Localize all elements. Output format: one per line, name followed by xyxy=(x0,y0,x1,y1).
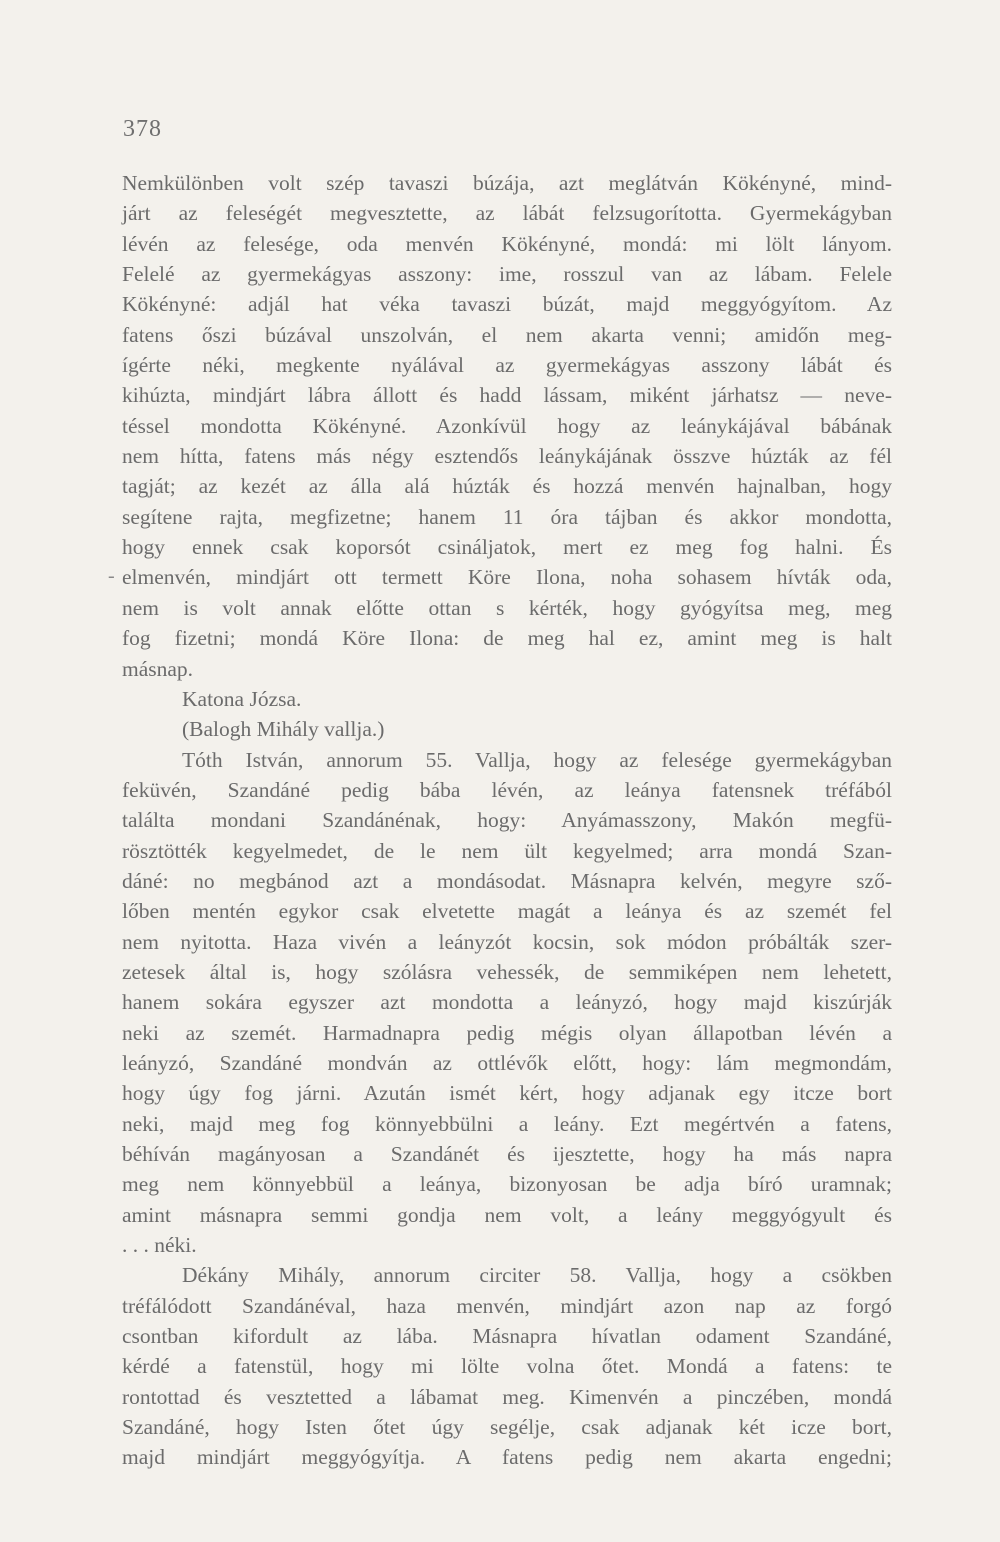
text-line: dáné: no megbánod azt a mondásodat. Másnapra kelvén, megyre sző- xyxy=(122,868,892,893)
text-line: téssel mondotta Kökényné. Azonkívül hogy az leánykájával bábának xyxy=(122,413,892,438)
text-line: ígérte néki, megkente nyálával az gyermekágyas asszony lábát és xyxy=(122,353,892,378)
text-line: másnap. xyxy=(122,656,194,681)
text-line: kérdé a fatenstül, hogy mi lölte volna őtet. Mondá a fatens: te xyxy=(122,1354,892,1379)
text-line: Dékány Mihály, annorum circiter 58. Vallja, hogy a csökben xyxy=(182,1263,892,1288)
text-line: nem hítta, fatens más négy esztendős leánykájának összve húzták az fél xyxy=(122,444,892,469)
text-line: neki az szemét. Harmadnapra pedig mégis olyan állapotban lévén a xyxy=(122,1020,892,1045)
text-line: segítene rajta, megfizetne; hanem 11 óra tájban és akkor mondotta, xyxy=(122,504,892,529)
text-line: fog fizetni; mondá Köre Ilona: de meg hal ez, amint meg is halt xyxy=(122,626,892,651)
text-line: neki, majd meg fog könnyebbülni a leány. Ezt megértvén a fatens, xyxy=(122,1111,892,1136)
text-line: béhíván magányosan a Szandánét és ijesztette, hogy ha más napra xyxy=(122,1142,892,1166)
page-number: 378 xyxy=(123,116,162,142)
text-line: majd mindjárt meggyógyítja. A fatens pedig nem akarta engedni; xyxy=(122,1445,892,1470)
text-line: (Balogh Mihály vallja.) xyxy=(182,717,385,742)
text-line: hogy ennek csak koporsót csináljatok, mert ez meg fog halni. És xyxy=(122,535,892,560)
text-line: Felelé az gyermekágyas asszony: ime, rosszul van az lábam. Felele xyxy=(122,262,892,287)
text-line: Nemkülönben volt szép tavaszi búzája, azt meglátván Kökényné, mind- xyxy=(122,171,892,195)
text-line: járt az feleségét megvesztette, az lábát felzsugorította. Gyermekágyban xyxy=(122,201,892,226)
text-line: meg nem könnyebbül a leánya, bizonyosan be adja bíró uramnak; xyxy=(122,1172,892,1197)
text-line: Tóth István, annorum 55. Vallja, hogy az felesége gyermekágyban xyxy=(182,747,892,772)
text-line: amint másnapra semmi gondja nem volt, a leány meggyógyult és xyxy=(122,1202,892,1227)
text-line: elmenvén, mindjárt ott termett Köre Ilona, noha sohasem hívták oda, xyxy=(122,565,892,590)
body-text xyxy=(122,168,892,1473)
text-line: Katona Józsa. xyxy=(182,686,302,711)
text-line: csontban kifordult az lába. Másnapra hívatlan odament Szandáné, xyxy=(122,1324,892,1349)
text-line: Kökényné: adjál hat véka tavaszi búzát, majd meggyógyítom. Az xyxy=(122,292,892,317)
text-line: találta mondani Szandánénak, hogy: Anyámasszony, Makón megfü- xyxy=(122,808,892,833)
text-line: hogy úgy fog járni. Azután ismét kért, hogy adjanak egy itcze bort xyxy=(122,1081,892,1106)
text-line: rontottad és vesztetted a lábamat meg. Kimenvén a pinczében, mondá xyxy=(122,1384,892,1409)
text-line: nem nyitotta. Haza vivén a leányzót kocsin, sok módon próbálták szer- xyxy=(122,929,892,954)
text-line: leányzó, Szandáné mondván az ottlévők előtt, hogy: lám megmondám, xyxy=(122,1050,892,1075)
text-line: zetesek által is, hogy szólásra vehessék, de semmiképen nem lehetett, xyxy=(122,959,892,984)
text-line: lévén az felesége, oda menvén Kökényné, mondá: mi lölt lányom. xyxy=(122,231,892,256)
text-line: feküvén, Szandáné pedig bába lévén, az leánya fatensnek tréfából xyxy=(122,777,892,802)
text-line: lőben mentén egykor csak elvetette magát a leánya és az szemét fel xyxy=(122,899,892,924)
text-line: kihúzta, mindjárt lábra állott és hadd lássam, miként járhatsz — neve- xyxy=(122,383,892,408)
text-line: tagját; az kezét az álla alá húzták és hozzá menvén hajnalban, hogy xyxy=(122,474,892,499)
text-line: tréfálódott Szandánéval, haza menvén, mindjárt azon nap az forgó xyxy=(122,1293,892,1318)
text-line: hanem sokára egyszer azt mondotta a leányzó, hogy majd kiszúrják xyxy=(122,990,892,1015)
text-line: fatens őszi búzával unszolván, el nem akarta venni; amidőn meg- xyxy=(122,322,892,347)
text-line: rösztötték kegyelmedet, de le nem ült kegyelmed; arra mondá Szan- xyxy=(122,838,892,863)
text-line: nem is volt annak előtte ottan s kérték, hogy gyógyítsa meg, meg xyxy=(122,595,892,620)
text-line: . . . néki. xyxy=(122,1233,197,1258)
margin-mark: - xyxy=(108,565,115,587)
text-line: Szandáné, hogy Isten őtet úgy segélje, csak adjanak két icze bort, xyxy=(122,1415,892,1440)
